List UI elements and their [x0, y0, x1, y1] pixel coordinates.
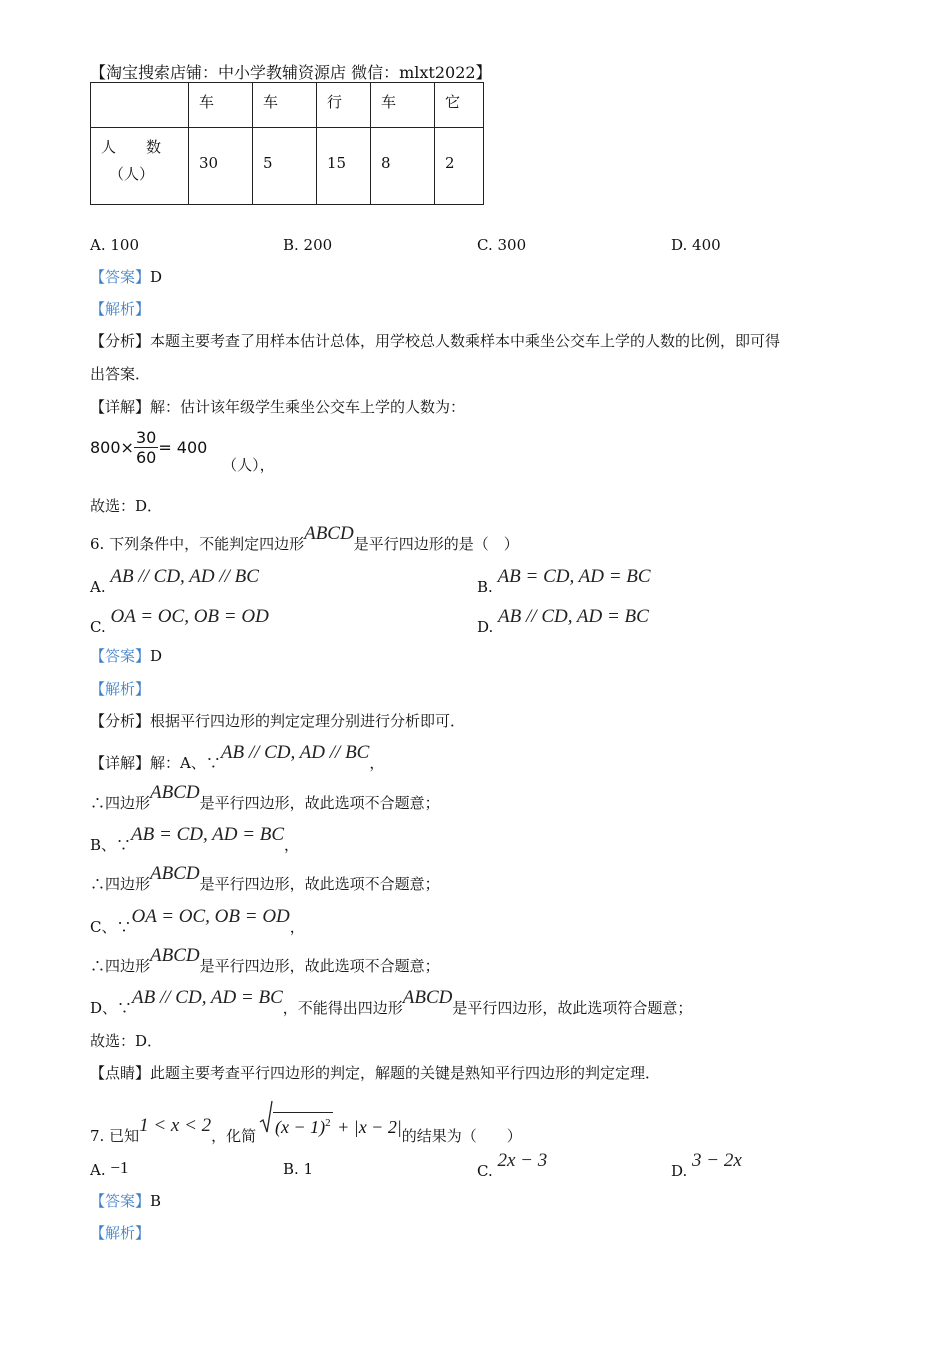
table-cell: 车: [189, 83, 253, 128]
xj-mid: ，不能得出四边形: [282, 999, 403, 1017]
xiangjie-text: 解：估计该年级学生乘坐公交车上学的人数为：: [150, 398, 466, 416]
q7-stem-mid: ，化简: [211, 1127, 257, 1145]
answer-tag: 【答案】: [90, 268, 151, 286]
therefore-post: 是平行四边形，故此选项不合题意；: [199, 957, 440, 975]
q5-jiexi-tag: 【解析】: [90, 300, 151, 318]
table-header-row: [91, 83, 484, 128]
option-label: D.: [477, 618, 494, 636]
q7-stem-post: 的结果为（ ）: [401, 1127, 522, 1145]
q6-stem: [90, 523, 519, 555]
answer-value: D: [150, 647, 163, 665]
table-cell: 8: [371, 128, 435, 205]
survey-table: [90, 82, 484, 205]
therefore-pre: ∴四边形: [90, 957, 151, 975]
q7-option-d: [671, 1150, 742, 1182]
option-math: 2x − 3: [497, 1150, 548, 1171]
fraction-numerator: 30: [135, 428, 157, 447]
xiangjie-tag: 【详解】: [90, 398, 151, 416]
q5-fenxi-line1: [90, 330, 780, 351]
q6-fenxi-line: [90, 710, 465, 731]
q7-stem: [90, 1115, 522, 1147]
q7-jiexi-tag: 【解析】: [90, 1224, 151, 1242]
option-label: D.: [671, 1162, 688, 1180]
fenxi-tag: 【分析】: [90, 712, 151, 730]
q6-stem-post: 是平行四边形的是（ ）: [353, 535, 519, 553]
table-cell: 30: [189, 128, 253, 205]
q5-formula: [90, 428, 275, 474]
fenxi-text: 本题主要考查了用样本估计总体，用学校总人数乘样本中乘坐公交车上学的人数的比例，即可得: [150, 332, 781, 350]
q7-answer-line: [90, 1190, 161, 1211]
q6-therefore-a: [90, 782, 440, 814]
q7-option-c: [477, 1150, 548, 1182]
q6-therefore-c: [90, 945, 440, 977]
formula-lhs: 800×: [90, 438, 134, 457]
xj-math: AB // CD, AD = BC: [132, 987, 283, 1008]
q5-option-a: A. 100: [90, 236, 139, 254]
table-cell: 2: [435, 128, 484, 205]
table-data-row: [91, 128, 484, 205]
option-label: A.: [90, 1161, 106, 1179]
sqrt-inner: (x − 1): [274, 1117, 326, 1137]
fenxi-text: 根据平行四边形的判定定理分别进行分析即可．: [150, 712, 466, 730]
q5-answer-line: [90, 266, 162, 287]
option-label: A.: [90, 578, 106, 596]
q6-xiangjie-b: [90, 824, 300, 856]
option-label: B.: [477, 578, 493, 596]
q5-guxuan: 故选：D．: [90, 497, 163, 515]
option-label: C.: [477, 1162, 493, 1180]
comma: ，: [284, 836, 300, 854]
page-header: 【淘宝搜索店铺：中小学教辅资源店 微信：mlxt2022】: [90, 63, 492, 82]
q5-fenxi-line2: 出答案．: [90, 365, 151, 383]
option-math: 3 − 2x: [692, 1150, 742, 1171]
option-math: OA = OC, OB = OD: [110, 606, 269, 627]
row-label-cell: [91, 128, 189, 205]
table-cell: 车: [253, 83, 317, 128]
q7-option-b: B. 1: [283, 1160, 314, 1178]
q6-xiangjie-c: [90, 906, 305, 938]
option-label: C.: [90, 618, 106, 636]
option-math: AB = CD, AD = BC: [497, 566, 651, 587]
table-cell: 它: [435, 83, 484, 128]
xj-math: AB = CD, AD = BC: [131, 824, 285, 845]
formula-fraction: [134, 428, 158, 467]
therefore-math: ABCD: [150, 863, 200, 884]
option-math: AB // CD, AD // BC: [110, 566, 259, 587]
q6-xiangjie-a: [90, 742, 385, 774]
therefore-pre: ∴四边形: [90, 875, 151, 893]
table-cell: 车: [371, 83, 435, 128]
q6-therefore-b: [90, 863, 440, 895]
option-value: −1: [110, 1158, 129, 1177]
q7-sqrt-expression: [261, 1112, 402, 1138]
therefore-math: ABCD: [150, 945, 200, 966]
xj-pre: C、∵: [90, 918, 132, 936]
dianjing-tag: 【点睛】: [90, 1064, 151, 1082]
q6-xiangjie-d: [90, 987, 693, 1019]
therefore-post: 是平行四边形，故此选项不合题意；: [199, 794, 440, 812]
xj-math: OA = OC, OB = OD: [131, 906, 290, 927]
sqrt-exponent: 2: [325, 1117, 331, 1129]
q6-dianjing: [90, 1062, 660, 1083]
answer-value: B: [150, 1192, 162, 1210]
q5-xiangjie-line: [90, 396, 465, 417]
q5-option-b: B. 200: [283, 236, 333, 254]
q6-jiexi-tag: 【解析】: [90, 680, 151, 698]
q7-stem-pre: 7. 已知: [90, 1127, 140, 1145]
row-label-line2: （人）: [109, 165, 155, 183]
q6-guxuan: 故选：D．: [90, 1032, 163, 1050]
table-cell: [91, 83, 189, 128]
q6-option-c: [90, 606, 269, 638]
xj-pre: B、∵: [90, 836, 132, 854]
formula-unit: （人），: [222, 455, 275, 474]
sqrt-radicand: [273, 1112, 333, 1137]
q5-option-d: D. 400: [671, 236, 721, 254]
q5-option-c: C. 300: [477, 236, 527, 254]
xj-pre: 解：A、∵: [150, 754, 221, 772]
q6-option-d: [477, 606, 649, 638]
xiangjie-tag: 【详解】: [90, 754, 151, 772]
dianjing-text: 此题主要考查平行四边形的判定，解题的关键是熟知平行四边形的判定定理．: [150, 1064, 661, 1082]
q6-stem-math: ABCD: [304, 523, 354, 544]
table-cell: 5: [253, 128, 317, 205]
q6-stem-pre: 6. 下列条件中，不能判定四边形: [90, 535, 305, 553]
formula-rhs: = 400: [158, 438, 208, 457]
therefore-post: 是平行四边形，故此选项不合题意；: [199, 875, 440, 893]
comma: ，: [369, 754, 385, 772]
answer-value: D: [150, 268, 163, 286]
table-cell: 行: [317, 83, 371, 128]
xj-post: 是平行四边形，故此选项符合题意；: [452, 999, 693, 1017]
sqrt-radical-icon: [259, 1100, 273, 1134]
abs-part: + |x − 2|: [337, 1117, 402, 1137]
answer-tag: 【答案】: [90, 647, 151, 665]
q6-answer-line: [90, 645, 162, 666]
therefore-pre: ∴四边形: [90, 794, 151, 812]
xj-math2: ABCD: [402, 987, 453, 1008]
q7-condition: 1 < x < 2: [139, 1115, 212, 1136]
q6-option-a: [90, 566, 259, 598]
q6-option-b: [477, 566, 651, 598]
q7-option-a: [90, 1160, 128, 1180]
xj-math: AB // CD, AD // BC: [220, 742, 370, 763]
answer-tag: 【答案】: [90, 1192, 151, 1210]
comma: ，: [289, 918, 305, 936]
fenxi-tag: 【分析】: [90, 332, 151, 350]
therefore-math: ABCD: [150, 782, 200, 803]
row-label-line1: 人 数: [101, 138, 162, 156]
table-cell: 15: [317, 128, 371, 205]
xj-pre: D、∵: [90, 999, 133, 1017]
option-math: AB // CD, AD = BC: [498, 606, 649, 627]
fraction-denominator: 60: [135, 448, 157, 467]
